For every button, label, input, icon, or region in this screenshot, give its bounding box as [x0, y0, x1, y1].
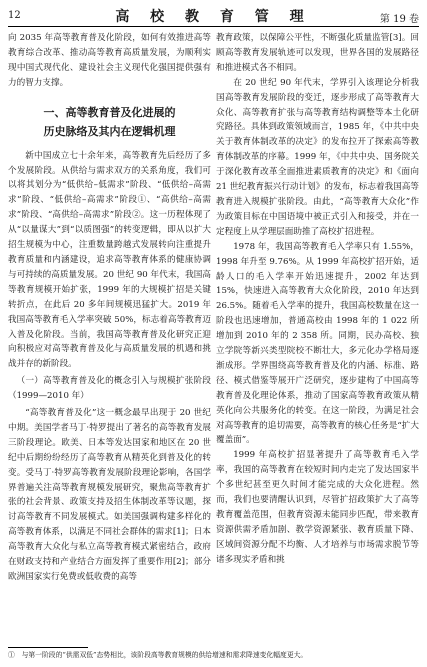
- page-header: [8, 6, 419, 26]
- page-number: 12: [8, 10, 21, 21]
- footnote: ① 与第一阶段的“供需双低”态势相比，该阶段高等教育规模的供给增速和需求降速变化幅度更大。: [8, 651, 308, 659]
- footnote-rule: [8, 647, 88, 648]
- issue-label: 第 19 卷: [379, 14, 419, 25]
- subsection-heading: （一）高等教育普及化的概念引入与规模扩张阶段（1999—2010 年）: [8, 376, 211, 402]
- paragraph: “高等教育普及化”这一概念最早出现于 20 世纪中期。美国学者马丁·特罗提出了著名的高等教育发展三阶段理论。欧美、日本等发达国家和地区在 20 世纪中后期纷纷经历了高等教育从精英化到普及化的转变。受马丁·特罗高等教育发展阶段理论影响，各国学界普遍关注高等教育规模发展研究，聚焦高等教育扩张的社会背景、政策支持及招生体制改革等议题，探讨高等教育不同发展模式。如美国强调构建多样化的高等教育体系，以满足不同社会群体的需求[1]；日本高等教育大众化与私立高等教育模式紧密结合，政府在财政支持和产业结合方面发挥了重要作用[2]；部分欧洲国家实行免费或低收费的高等: [8, 408, 211, 582]
- journal-title: 高 校 教 育 管 理: [115, 9, 312, 25]
- right-column: [216, 31, 419, 568]
- section-heading-line: 一、高等教育普及化进展的: [43, 105, 176, 119]
- paragraph: 向 2035 年高等教育普及化阶段，如何有效推进高等教育综合改革、推动高等教育高质量发展，为顺利实现中国式现代化、建设社会主义现代化强国提供强有力的智力支撑。: [8, 33, 211, 88]
- paragraph: 在 20 世纪 90 年代末，学界引入该理论分析我国高等教育发展阶段的变迁，逐步形成了高等教育大众化、高等教育扩张与高等教育结构调整等本土化研究路径。具体到政策领域而言，1985 年，《中共中央关于教育体制改革的决定》的发布拉开了探索高等教育体制改革的序幕。1999 年，《中共中央、国务院关于深化教育改革全面推进素质教育的决定》和《面向 21 世纪教育振兴行动计划》的发布，标志着我国高等教育进入规模扩张阶段。由此，“高等教育大众化”作为政策目标在中国语境中被正式引入和接受，并在一定程度上从学理层面助推了高校扩招进程。: [216, 77, 419, 237]
- section-heading-line: 历史脉络及其内在逻辑机理: [43, 124, 176, 138]
- paragraph: 1999 年高校扩招显著提升了高等教育毛入学率，我国的高等教育在较短时间内走完了发达国家半个多世纪甚至更久时间才能完成的大众化进程。然而，我们也要清醒认识到，尽管扩招政策扩大了高等教育覆盖范围，但教育资源未能同步匹配，带来教育资源供需矛盾加剧、教学资源紧张、教育质量下降、区域间资源分配不均衡、人才培养与市场需求脱节等诸多现实矛盾和挑: [216, 450, 419, 565]
- left-column: [8, 31, 211, 585]
- paragraph: 教育政策，以保障公平性，不断强化质量监管[3]。回顾高等教育发展轨迹可以发现，世界各国的发展路径和推进模式各不相同。: [216, 33, 419, 73]
- paragraph: 1978 年，我国高等教育毛入学率只有 1.55%，1998 年升至 9.76%。从 1999 年高校扩招开始，适龄人口的毛入学率开始迅速提升，2002 年达到 15%，快速进入高等教育大众化阶段，2010 年达到 26.5%。随着毛入学率的提升，我国高校数量在这一阶段也迅速增加，普通高校由 1998 年的 1 022 所增加到 2010 年的 2 358 所。同期，民办高校、独立学院等新兴类型院校不断壮大，多元化办学格局逐渐成形。学界围绕高等教育普及化的内涵、标准、路径、模式借鉴等展开广泛研究，逐步建构了中国高等教育普及化理论体系，推动了国家高等教育政策从精英化向公共服务化的转变。在这一阶段，为满足社会对高等教育的追切需要，高等教育的核心任务是“扩大覆盖面”。: [216, 241, 419, 446]
- paragraph: 新中国成立七十余年来，高等教育先后经历了多个发展阶段。从供给与需求双方的关系角度，我们可以将其划分为“低供给–低需求”阶段、“低供给–高需求”阶段、“低供给–高需求”阶段①、“高供给–高需求”阶段、“高供给–高需求”阶段②。这一历程体现了从“以量谋大”到“以质图强”的转变逻辑，即从以扩大招生规模为中心，注重数量跨越式发展转向注重提升教育质量和内涵建设，追求高等教育体系的健康协调与可持续的高质量发展。20 世纪 90 年代末，我国高等教育规模开始扩张，1999 年的大规模扩招是关键转折点，在此后 20 多年间规模迅猛扩大。2019 年我国高等教育毛入学率突破 50%，标志着高等教育迈入普及化阶段。当前，我国高等教育普及化研究正迎向积极应对高等教育普及化与高质量发展的机遇和挑战并存的新阶段。: [8, 150, 211, 370]
- header-rule: [8, 26, 419, 27]
- section-heading: [8, 103, 211, 141]
